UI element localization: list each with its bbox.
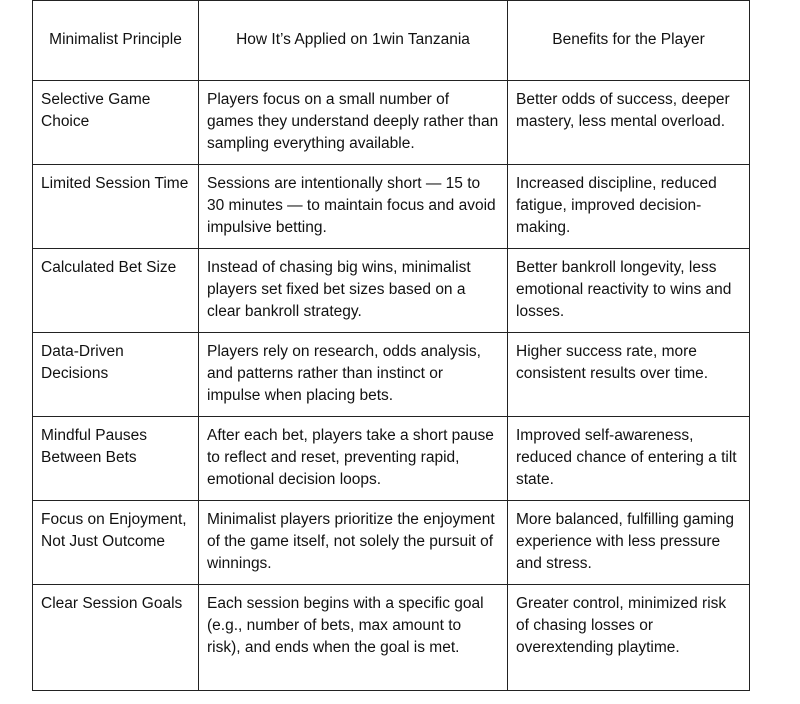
applied-cell: Sessions are intentionally short — 15 to 30 minutes — to maintain focus and avoid impulsive betting. <box>199 165 508 249</box>
principle-cell: Calculated Bet Size <box>33 249 199 333</box>
principle-cell: Focus on Enjoyment, Not Just Outcome <box>33 501 199 585</box>
table-row <box>33 249 750 333</box>
benefits-cell: More balanced, fulfilling gaming experience with less pressure and stress. <box>508 501 750 585</box>
table-row <box>33 165 750 249</box>
principle-cell: Clear Session Goals <box>33 585 199 691</box>
benefits-cell: Higher success rate, more consistent results over time. <box>508 333 750 417</box>
benefits-cell: Better bankroll longevity, less emotional reactivity to wins and losses. <box>508 249 750 333</box>
header-row <box>33 1 750 81</box>
applied-cell: Instead of chasing big wins, minimalist players set fixed bet sizes based on a clear bankroll strategy. <box>199 249 508 333</box>
table-row <box>33 585 750 691</box>
table-row <box>33 417 750 501</box>
applied-cell: Players rely on research, odds analysis, and patterns rather than instinct or impulse when placing bets. <box>199 333 508 417</box>
benefits-cell: Increased discipline, reduced fatigue, improved decision-making. <box>508 165 750 249</box>
principle-cell: Limited Session Time <box>33 165 199 249</box>
principle-cell: Data-Driven Decisions <box>33 333 199 417</box>
benefits-cell: Greater control, minimized risk of chasing losses or overextending playtime. <box>508 585 750 691</box>
header-benefits: Benefits for the Player <box>508 1 750 81</box>
applied-cell: After each bet, players take a short pause to reflect and reset, preventing rapid, emotional decision loops. <box>199 417 508 501</box>
principles-table <box>32 0 750 691</box>
table-row <box>33 333 750 417</box>
principle-cell: Selective Game Choice <box>33 81 199 165</box>
table-row <box>33 81 750 165</box>
benefits-cell: Improved self-awareness, reduced chance of entering a tilt state. <box>508 417 750 501</box>
principle-cell: Mindful Pauses Between Bets <box>33 417 199 501</box>
benefits-cell: Better odds of success, deeper mastery, less mental overload. <box>508 81 750 165</box>
applied-cell: Minimalist players prioritize the enjoyment of the game itself, not solely the pursuit of winnings. <box>199 501 508 585</box>
applied-cell: Each session begins with a specific goal (e.g., number of bets, max amount to risk), and ends when the goal is met. <box>199 585 508 691</box>
table-row <box>33 501 750 585</box>
header-applied: How It’s Applied on 1win Tanzania <box>199 1 508 81</box>
header-principle: Minimalist Principle <box>33 1 199 81</box>
applied-cell: Players focus on a small number of games they understand deeply rather than sampling everything available. <box>199 81 508 165</box>
